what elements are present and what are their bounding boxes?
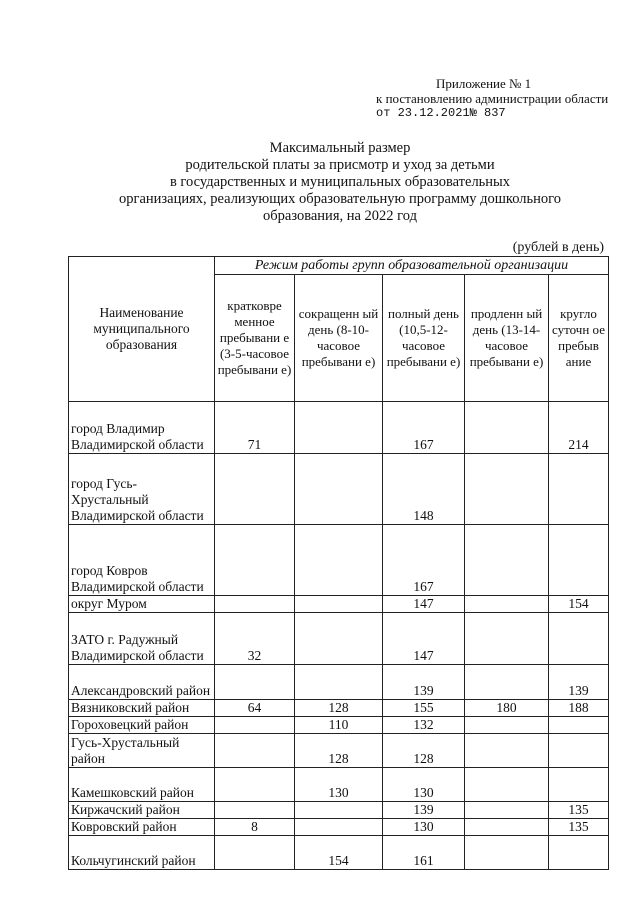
table-row bbox=[69, 402, 609, 454]
fee-cell bbox=[549, 717, 609, 734]
municipality-name: Вязниковский район bbox=[69, 700, 215, 717]
table-body bbox=[69, 402, 609, 870]
fee-cell: 147 bbox=[383, 596, 465, 613]
table-row bbox=[69, 819, 609, 836]
annex-resolution: к постановлению администрации области bbox=[376, 91, 609, 106]
fee-cell bbox=[215, 665, 295, 700]
fee-cell: 139 bbox=[383, 802, 465, 819]
fee-cell: 64 bbox=[215, 700, 295, 717]
fee-cell bbox=[465, 734, 549, 768]
fee-cell: 110 bbox=[295, 717, 383, 734]
fee-cell: 147 bbox=[383, 613, 465, 665]
table-row bbox=[69, 525, 609, 596]
fee-cell: 130 bbox=[383, 819, 465, 836]
title-line-5: образования, на 2022 год bbox=[263, 208, 417, 224]
table-row bbox=[69, 717, 609, 734]
fee-cell bbox=[295, 596, 383, 613]
fee-cell bbox=[465, 613, 549, 665]
fee-cell: 130 bbox=[295, 768, 383, 802]
fee-cell bbox=[295, 454, 383, 525]
table-row bbox=[69, 734, 609, 768]
fee-cell: 139 bbox=[549, 665, 609, 700]
municipality-name: город Гусь-Хрустальный Владимирской области bbox=[69, 454, 215, 525]
fee-cell bbox=[215, 734, 295, 768]
municipality-name: Ковровский район bbox=[69, 819, 215, 836]
fee-cell: 132 bbox=[383, 717, 465, 734]
municipality-name: Гусь-Хрустальный район bbox=[69, 734, 215, 768]
units-note: (рублей в день) bbox=[512, 240, 604, 255]
municipality-name: Гороховецкий район bbox=[69, 717, 215, 734]
fee-cell: 128 bbox=[295, 700, 383, 717]
table-row bbox=[69, 665, 609, 700]
table-row bbox=[69, 613, 609, 665]
document-title bbox=[90, 140, 590, 225]
municipality-name: Камешковский район bbox=[69, 768, 215, 802]
fee-cell: 167 bbox=[383, 525, 465, 596]
table-row bbox=[69, 802, 609, 819]
fee-cell bbox=[215, 596, 295, 613]
fee-cell bbox=[465, 768, 549, 802]
fee-cell: 180 bbox=[465, 700, 549, 717]
fee-cell: 71 bbox=[215, 402, 295, 454]
fee-cell bbox=[215, 836, 295, 870]
fee-cell bbox=[295, 819, 383, 836]
table-row bbox=[69, 700, 609, 717]
fee-cell: 135 bbox=[549, 802, 609, 819]
fee-cell: 161 bbox=[383, 836, 465, 870]
fee-cell bbox=[215, 768, 295, 802]
fee-cell bbox=[549, 613, 609, 665]
annex-date-number: от 23.12.2021№ 837 bbox=[376, 106, 506, 120]
fee-cell: 128 bbox=[383, 734, 465, 768]
fee-cell bbox=[465, 717, 549, 734]
fee-cell bbox=[465, 819, 549, 836]
municipality-name: Киржачский район bbox=[69, 802, 215, 819]
table-row bbox=[69, 454, 609, 525]
fee-cell: 128 bbox=[295, 734, 383, 768]
municipality-name: город Ковров Владимирской области bbox=[69, 525, 215, 596]
annex-header bbox=[376, 76, 616, 121]
col-header-full-day: полный день (10,5-12-часовое пребывани е) bbox=[383, 275, 465, 402]
fee-cell bbox=[465, 402, 549, 454]
fee-cell: 154 bbox=[295, 836, 383, 870]
municipality-name: Александровский район bbox=[69, 665, 215, 700]
title-line-4: организациях, реализующих образовательную программу дошкольного bbox=[119, 191, 561, 207]
col-header-reduced-day: сокращенн ый день (8-10-часовое пребывани е) bbox=[295, 275, 383, 402]
fee-cell bbox=[215, 525, 295, 596]
fee-cell bbox=[295, 802, 383, 819]
col-header-extended-day: продленн ый день (13-14-часовое пребывани е) bbox=[465, 275, 549, 402]
col-header-round-the-clock: кругло суточн ое пребыв ание bbox=[549, 275, 609, 402]
annex-number: Приложение № 1 bbox=[436, 76, 532, 91]
fee-cell: 32 bbox=[215, 613, 295, 665]
fee-cell: 155 bbox=[383, 700, 465, 717]
fee-cell: 188 bbox=[549, 700, 609, 717]
fee-cell bbox=[465, 525, 549, 596]
fee-cell: 135 bbox=[549, 819, 609, 836]
fee-cell bbox=[295, 402, 383, 454]
fee-cell bbox=[465, 596, 549, 613]
fee-cell bbox=[549, 454, 609, 525]
fee-cell bbox=[549, 734, 609, 768]
fee-cell: 148 bbox=[383, 454, 465, 525]
title-line-3: в государственных и муниципальных образовательных bbox=[169, 174, 511, 190]
title-line-1: Максимальный размер bbox=[269, 140, 411, 156]
fee-cell: 139 bbox=[383, 665, 465, 700]
fee-cell: 167 bbox=[383, 402, 465, 454]
fee-cell bbox=[295, 613, 383, 665]
fee-cell bbox=[295, 525, 383, 596]
fee-cell bbox=[465, 454, 549, 525]
table-row bbox=[69, 836, 609, 870]
fee-cell: 130 bbox=[383, 768, 465, 802]
fee-cell bbox=[295, 665, 383, 700]
fee-cell bbox=[215, 802, 295, 819]
fee-cell bbox=[465, 836, 549, 870]
fee-cell bbox=[215, 454, 295, 525]
fee-cell: 154 bbox=[549, 596, 609, 613]
fee-cell bbox=[215, 717, 295, 734]
fee-cell bbox=[549, 525, 609, 596]
title-line-2: родительской платы за присмотр и уход за детьми bbox=[185, 157, 495, 173]
col-header-short-stay: кратковре менное пребывани е (3-5-часовое пребывани е) bbox=[215, 275, 295, 402]
fee-cell: 214 bbox=[549, 402, 609, 454]
municipality-header: Наименование муниципального образования bbox=[69, 257, 215, 402]
fee-cell bbox=[465, 802, 549, 819]
municipality-name: округ Муром bbox=[69, 596, 215, 613]
municipality-name: город Владимир Владимирской области bbox=[69, 402, 215, 454]
table-row bbox=[69, 596, 609, 613]
municipality-name: ЗАТО г. Радужный Владимирской области bbox=[69, 613, 215, 665]
fee-cell: 8 bbox=[215, 819, 295, 836]
fees-table bbox=[68, 256, 609, 870]
fee-cell bbox=[549, 836, 609, 870]
mode-group-header: Режим работы групп образовательной организации bbox=[215, 257, 609, 275]
fee-cell bbox=[465, 665, 549, 700]
fee-cell bbox=[549, 768, 609, 802]
table-row bbox=[69, 768, 609, 802]
municipality-name: Кольчугинский район bbox=[69, 836, 215, 870]
